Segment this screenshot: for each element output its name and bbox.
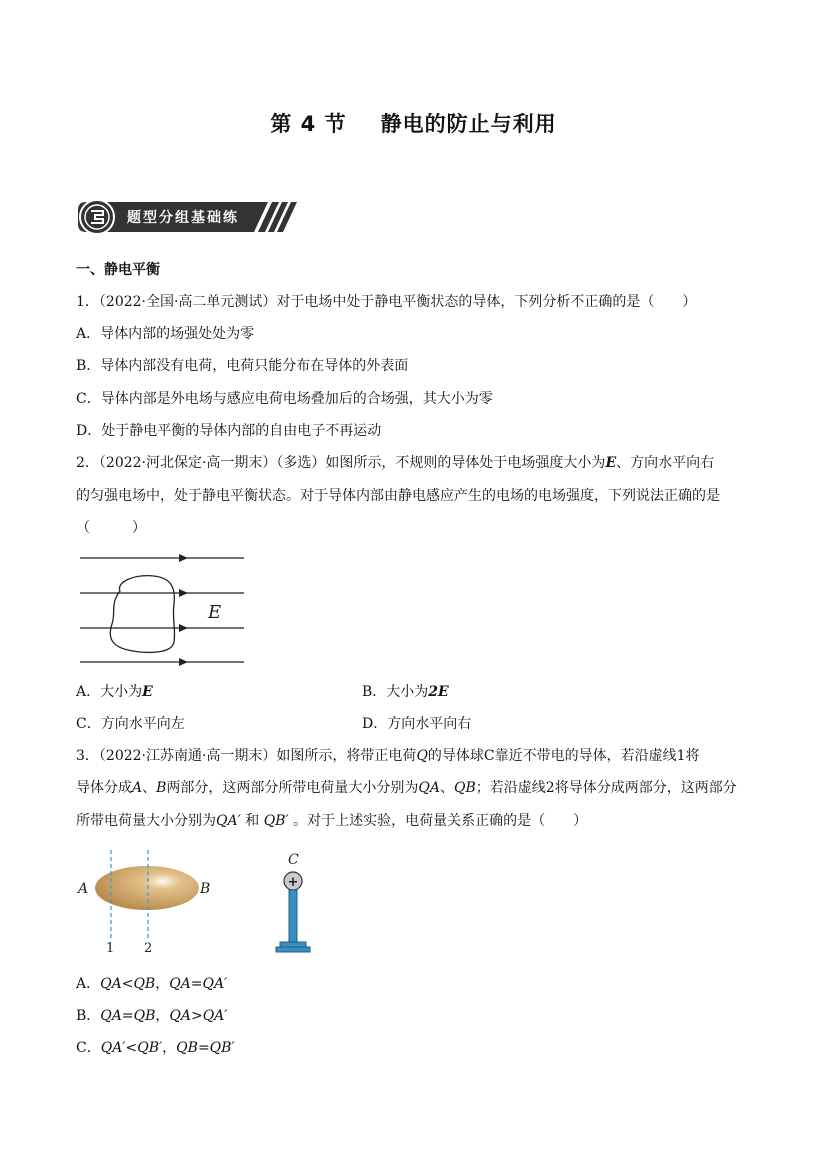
q2-option-a-text: A．大小为: [76, 684, 143, 700]
q3-charged-ball-figure: [272, 848, 316, 956]
q2-option-b-text: B．大小为: [362, 684, 429, 700]
q3-option-a-sep: ，: [155, 976, 170, 992]
q3-var-qb-prime: QB′: [263, 813, 289, 829]
q3-sep2: 、: [440, 780, 455, 796]
q3-option-a-prefix: A．: [76, 976, 101, 992]
q3-option-b-expr1: QA=QB: [100, 1008, 156, 1024]
q1-option-c: C．导体内部是外电场与感应电荷电场叠加后的合场强，其大小为零: [76, 391, 493, 407]
q2-field-figure: [76, 546, 248, 671]
q3-label-c: C: [288, 852, 299, 868]
q3-option-c-sep: ，: [162, 1040, 177, 1056]
q2-stem-text-a: 2．（2022·河北保定·高一期末）（多选）如图所示，不规则的导体处于电场强度大小为: [76, 455, 606, 471]
q3-var-b: B: [156, 780, 167, 796]
title-section: 第 4 节: [270, 112, 347, 136]
q3-var-qb: QB: [454, 780, 476, 796]
q3-option-c: [76, 1038, 235, 1058]
banner-text: 题型分组基础练: [127, 210, 239, 226]
q3-var-q: Q: [416, 748, 428, 764]
q3-sep: 、: [142, 780, 157, 796]
q3-stem-line1: [76, 746, 700, 766]
q3-label-a: A: [78, 881, 89, 897]
q3-option-b-sep: ，: [155, 1008, 170, 1024]
q2-option-b-var: 2E: [428, 684, 449, 700]
q3-text-3b: 。对于上述实验，电荷量关系正确的是（ ）: [288, 813, 588, 829]
q2-option-a-var: E: [142, 684, 153, 700]
q3-and: 和: [240, 813, 264, 829]
q2-stem-line1: [76, 453, 714, 473]
q3-plus-sign: +: [287, 875, 299, 890]
q3-text-1b: 的导体球C靠近不带电的导体，若沿虚线1将: [427, 748, 700, 764]
q3-text-1a: 3．（2022·江苏南通·高一期末）如图所示，将带正电荷: [76, 748, 417, 764]
q3-label-line-2: 2: [144, 941, 153, 956]
q3-text-2a: 导体分成: [76, 780, 132, 796]
q2-stem-line3: （ ）: [76, 520, 146, 536]
q3-var-a: A: [132, 780, 143, 796]
q1-option-b: B．导体内部没有电荷，电荷只能分布在导体的外表面: [76, 358, 409, 374]
q1-option-d: D．处于静电平衡的导体内部的自由电子不再运动: [76, 423, 382, 439]
q1-stem: 1．（2022·全国·高二单元测试）对于电场中处于静电平衡状态的导体，下列分析不正确的是（ ）: [76, 294, 697, 310]
q3-label-b: B: [200, 881, 211, 897]
q2-option-d: D．方向水平向右: [362, 716, 472, 732]
q3-option-b-prefix: B．: [76, 1008, 101, 1024]
q3-text-2c: ；若沿虚线2将导体分成两部分，这两部分: [475, 780, 737, 796]
page-title: [0, 108, 827, 138]
q3-stem-line2: [76, 778, 737, 798]
q3-conductor-figure: [74, 846, 224, 956]
q3-var-qa: QA: [418, 780, 441, 796]
q3-option-a-expr2: QA=QA′: [169, 976, 228, 992]
q3-text-3a: 所带电荷量大小分别为: [76, 813, 216, 829]
q2-option-c: C．方向水平向左: [76, 716, 185, 732]
q2-figure-label-e: E: [208, 602, 222, 623]
q3-label-line-1: 1: [106, 941, 115, 956]
title-topic: 静电的防止与利用: [380, 112, 557, 136]
q3-option-a: [76, 974, 227, 994]
q3-option-c-expr1: QA′<QB′: [100, 1040, 163, 1056]
q1-option-a: A．导体内部的场强处处为零: [76, 326, 255, 342]
q3-var-qa-prime: QA′: [216, 813, 241, 829]
q3-option-c-expr2: QB=QB′: [176, 1040, 235, 1056]
q2-option-a: [76, 682, 153, 702]
q3-stem-line3: [76, 811, 587, 831]
q3-option-b: [76, 1006, 227, 1026]
section-heading: 一、静电平衡: [76, 262, 160, 278]
q3-option-c-prefix: C．: [76, 1040, 101, 1056]
q3-option-b-expr2: QA>QA′: [169, 1008, 228, 1024]
q3-option-a-expr1: QA<QB: [100, 976, 156, 992]
q2-stem-line2: 的匀强电场中，处于静电平衡状态。对于导体内部由静电感应产生的电场的电场强度，下列说法正确的是: [76, 488, 720, 504]
q2-stem-var: E: [605, 455, 617, 471]
q2-option-b: [362, 682, 449, 702]
q3-text-2b: 两部分，这两部分所带电荷量大小分别为: [166, 780, 419, 796]
q2-stem-text-b: 、方向水平向右: [616, 455, 715, 471]
